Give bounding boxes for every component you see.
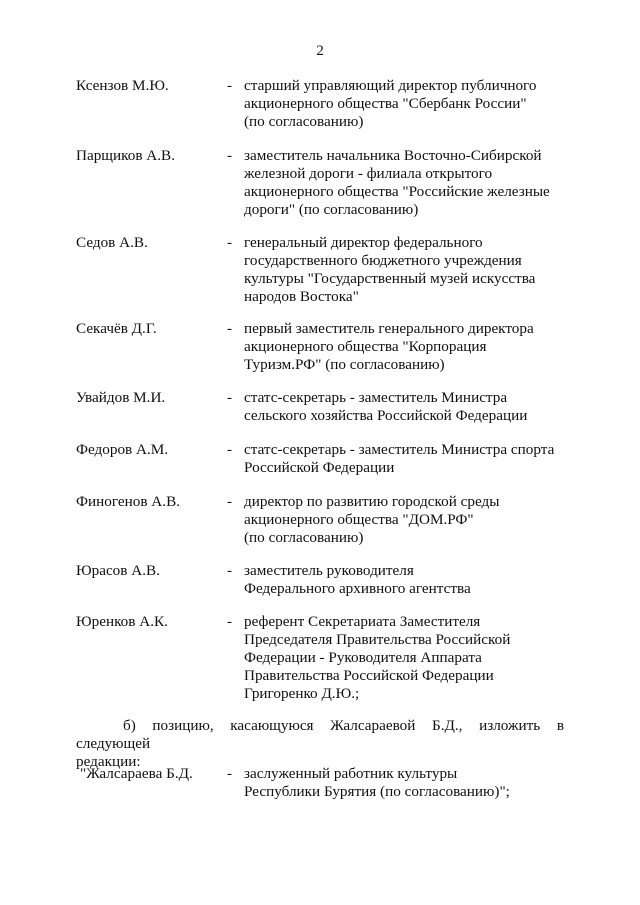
dash-separator: -	[227, 441, 233, 458]
member-position	[244, 234, 584, 306]
position-line: Республики Бурятия (по согласованию)";	[244, 783, 510, 800]
dash-separator: -	[227, 320, 233, 337]
paragraph-line: б) позицию, касающуюся Жалсараевой Б.Д., изложить в следующей	[76, 717, 564, 752]
position-line: акционерного общества "Корпорация	[244, 338, 487, 355]
position-line: акционерного общества "Российские железные	[244, 183, 550, 200]
member-name: Секачёв Д.Г.	[76, 320, 157, 337]
member-name: Ксензов М.Ю.	[76, 77, 169, 94]
member-position	[244, 613, 584, 703]
position-line: референт Секретариата Заместителя	[244, 613, 481, 630]
member-name: Финогенов А.В.	[76, 493, 180, 510]
position-line: культуры "Государственный музей искусства	[244, 270, 536, 287]
position-line: сельского хозяйства Российской Федерации	[244, 407, 528, 424]
position-line: государственного бюджетного учреждения	[244, 252, 522, 269]
position-line: Федерального архивного агентства	[244, 580, 471, 597]
position-line: дороги" (по согласованию)	[244, 201, 419, 218]
member-position	[244, 562, 584, 598]
position-line: старший управляющий директор публичного	[244, 77, 537, 94]
position-line: акционерного общества "Сбербанк России"	[244, 95, 527, 112]
position-line: Правительства Российской Федерации	[244, 667, 494, 684]
dash-separator: -	[227, 77, 233, 94]
position-line: заместитель руководителя	[244, 562, 414, 579]
position-line: Председателя Правительства Российской	[244, 631, 511, 648]
position-line: Григоренко Д.Ю.;	[244, 685, 360, 702]
position-line: (по согласованию)	[244, 529, 364, 546]
position-line: статс-секретарь - заместитель Министра	[244, 389, 508, 406]
member-position	[244, 389, 584, 425]
member-position	[244, 493, 584, 547]
member-position	[244, 765, 584, 801]
dash-separator: -	[227, 147, 233, 164]
dash-separator: -	[227, 234, 233, 251]
position-line: директор по развитию городской среды	[244, 493, 500, 510]
position-line: народов Востока"	[244, 288, 359, 305]
position-line: акционерного общества "ДОМ.РФ"	[244, 511, 474, 528]
dash-separator: -	[227, 765, 233, 782]
member-position	[244, 320, 584, 374]
member-name: Парщиков А.В.	[76, 147, 175, 164]
position-line: (по согласованию)	[244, 113, 364, 130]
position-line: первый заместитель генерального директора	[244, 320, 534, 337]
member-position	[244, 147, 584, 219]
position-line: статс-секретарь - заместитель Министра спорта	[244, 441, 555, 458]
position-line: Туризм.РФ" (по согласованию)	[244, 356, 445, 373]
position-line: Российской Федерации	[244, 459, 395, 476]
member-position	[244, 441, 584, 477]
member-name: Юренков А.К.	[76, 613, 168, 630]
paragraph-line: редакции:	[76, 753, 141, 770]
position-line: Федерации - Руководителя Аппарата	[244, 649, 482, 666]
member-position	[244, 77, 584, 131]
position-line: генеральный директор федерального	[244, 234, 483, 251]
position-line: заместитель начальника Восточно-Сибирской	[244, 147, 542, 164]
member-name: Юрасов А.В.	[76, 562, 160, 579]
member-name: Седов А.В.	[76, 234, 148, 251]
member-name: Федоров А.М.	[76, 441, 169, 458]
amendment-paragraph	[76, 717, 564, 771]
dash-separator: -	[227, 493, 233, 510]
member-name: "Жалсараева Б.Д.	[80, 765, 193, 782]
dash-separator: -	[227, 562, 233, 579]
position-line: железной дороги - филиала открытого	[244, 165, 493, 182]
position-line: заслуженный работник культуры	[244, 765, 458, 782]
dash-separator: -	[227, 389, 233, 406]
member-name: Увайдов М.И.	[76, 389, 166, 406]
dash-separator: -	[227, 613, 233, 630]
page-number: 2	[316, 42, 324, 59]
